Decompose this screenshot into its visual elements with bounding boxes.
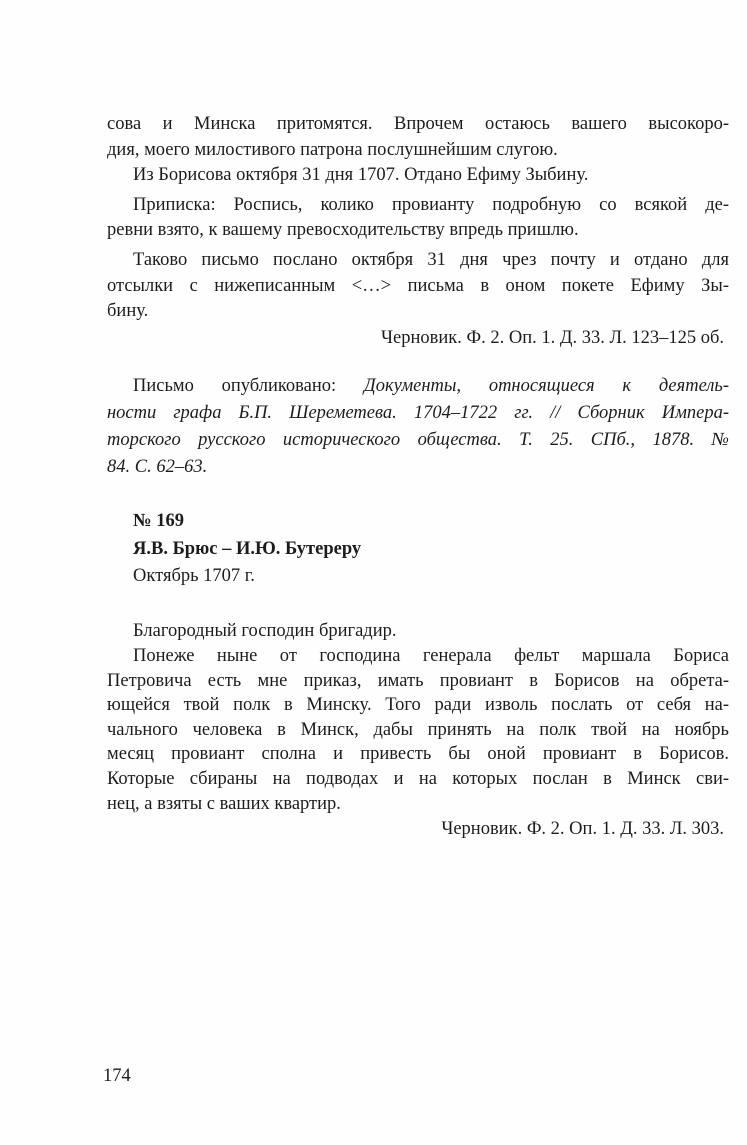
text-line: отсылки с нижеписанным <…> письма в оном покете Ефиму Зы- bbox=[107, 276, 729, 296]
place-date-line: Из Борисова октября 31 дня 1707. Отдано Ефиму Зыбину. bbox=[133, 165, 589, 185]
publication-lead: Письмо опубликовано: bbox=[133, 376, 364, 396]
text-line: ющейся твой полк в Минску. Того ради изволь послать от себя на- bbox=[107, 695, 729, 715]
publication-title: Документы, относящиеся к деятель- bbox=[363, 376, 729, 396]
salutation: Благородный господин бригадир. bbox=[133, 621, 397, 641]
publication-note-line bbox=[133, 373, 729, 399]
publication-note-line: ности графа Б.П. Шереметева. 1704–1722 гг. // Сборник Импера- bbox=[107, 403, 729, 423]
text-line: Таково письмо послано октября 31 дня чрез почту и отдано для bbox=[133, 250, 729, 270]
document-date: Октябрь 1707 г. bbox=[133, 566, 255, 586]
document-heading: Я.В. Брюс – И.Ю. Бутереру bbox=[133, 539, 362, 559]
text-line: Понеже ныне от господина генерала фельт маршала Бориса bbox=[133, 646, 729, 666]
archive-source: Черновик. Ф. 2. Оп. 1. Д. 33. Л. 303. bbox=[441, 819, 724, 839]
archive-source: Черновик. Ф. 2. Оп. 1. Д. 33. Л. 123–125 об. bbox=[381, 328, 724, 348]
text-line: Петровича есть мне приказ, имать провиант в Борисов на обрета- bbox=[107, 671, 729, 691]
postscript-line: Приписка: Роспись, колико провианту подробную со всякой де- bbox=[133, 195, 729, 215]
page-number: 174 bbox=[103, 1066, 131, 1086]
publication-note-line: 84. С. 62–63. bbox=[107, 457, 208, 477]
text-line: бину. bbox=[107, 301, 149, 321]
text-line: сова и Минска притомятся. Впрочем остаюсь вашего высокоро- bbox=[107, 114, 729, 134]
text-line: ревни взято, к вашему превосходительству впредь пришлю. bbox=[107, 220, 579, 240]
text-line: чального человека в Минск, дабы принять на полк твой на ноябрь bbox=[107, 720, 729, 740]
text-line: Которые сбираны на подводах и на которых послан в Минск сви- bbox=[107, 769, 729, 789]
text-line: нец, а взяты с ваших квартир. bbox=[107, 794, 341, 814]
publication-note-line: торского русского исторического общества. Т. 25. СПб., 1878. № bbox=[107, 430, 729, 450]
text-line: дия, моего милостивого патрона послушнейшим слугою. bbox=[107, 140, 558, 160]
document-number: № 169 bbox=[133, 511, 184, 531]
text-line: месяц провиант сполна и привесть бы оной провиант в Борисов. bbox=[107, 744, 729, 764]
